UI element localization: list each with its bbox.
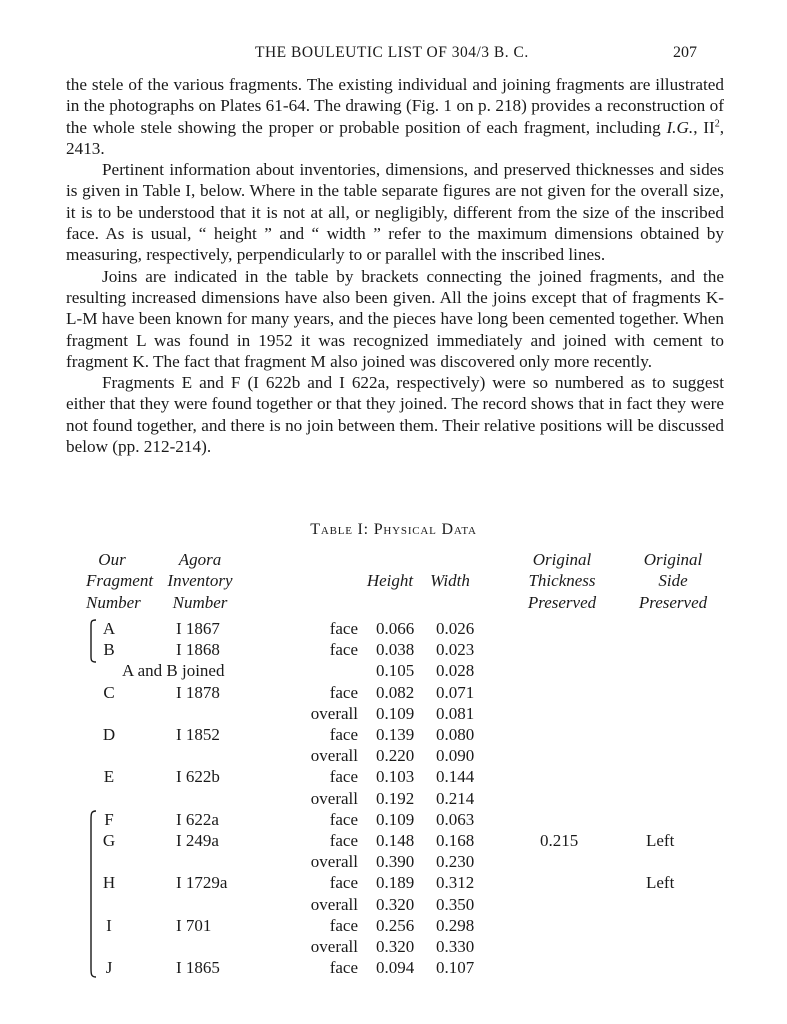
height-value: 0.038 bbox=[376, 640, 415, 660]
header-inventory-line: Inventory bbox=[167, 571, 233, 591]
text-run: , II bbox=[693, 117, 715, 137]
height-value: 0.320 bbox=[376, 937, 415, 956]
measure-type: face bbox=[329, 958, 358, 978]
width-value: 0.028 bbox=[436, 661, 475, 681]
header-height: Height bbox=[366, 571, 414, 590]
body-text bbox=[66, 74, 724, 457]
height-value: 0.390 bbox=[376, 852, 415, 872]
width-value: 0.350 bbox=[436, 894, 475, 914]
measure-type: face bbox=[329, 640, 358, 660]
paragraph bbox=[66, 266, 724, 372]
text-run: the stele of the various fragments. The existing individual and joining fragments are illustrated in the photographs on Plates 61-64. The drawing (Fig. 1 on p. 218) provides a reconstruction of the whole stele showing the proper or probable position of each fragment, including bbox=[66, 75, 724, 137]
text-run: Fragments E and F (I 622b and I 622a, respectively) were so numbered as to suggest either that they were found together or that they joined. The record shows that in fact they were not found together, and there is no join between them. Their relative positions will be discussed below (pp. 212-214). bbox=[66, 373, 724, 457]
fragment-number: E bbox=[103, 767, 115, 787]
measure-type: face bbox=[329, 767, 358, 787]
height-value: 0.220 bbox=[376, 746, 415, 766]
height-value: 0.320 bbox=[376, 894, 415, 914]
inventory-number: I 1852 bbox=[176, 725, 220, 744]
width-value: 0.071 bbox=[436, 682, 475, 702]
width-value: 0.144 bbox=[436, 767, 475, 787]
header-inventory-line: Agora bbox=[178, 550, 222, 569]
fragment-number: H bbox=[102, 873, 116, 893]
measure-type: overall bbox=[310, 746, 358, 766]
inventory-number: I 1729a bbox=[176, 873, 228, 893]
height-value: 0.105 bbox=[376, 661, 415, 681]
measure-type: face bbox=[329, 873, 358, 893]
paragraph bbox=[66, 74, 724, 159]
width-value: 0.080 bbox=[436, 725, 475, 744]
width-value: 0.214 bbox=[436, 788, 475, 808]
paragraph bbox=[66, 159, 724, 265]
fragment-number: I bbox=[106, 915, 112, 935]
height-value: 0.103 bbox=[376, 767, 415, 787]
width-value: 0.168 bbox=[436, 831, 475, 850]
measure-type: overall bbox=[310, 937, 358, 956]
measure-type: face bbox=[329, 682, 358, 702]
width-value: 0.298 bbox=[436, 915, 475, 935]
width-value: 0.026 bbox=[436, 619, 475, 638]
header-side-line: Preserved bbox=[638, 592, 708, 612]
measure-type: face bbox=[329, 831, 358, 850]
header-width: Width bbox=[430, 571, 470, 590]
height-value: 0.066 bbox=[376, 619, 415, 638]
header-fragment bbox=[86, 549, 154, 613]
fragment-number: A bbox=[102, 619, 116, 638]
header-thickness bbox=[513, 549, 611, 613]
width-value: 0.230 bbox=[436, 852, 475, 872]
page-number: 207 bbox=[673, 44, 697, 61]
header-inventory bbox=[158, 549, 242, 613]
height-value: 0.192 bbox=[376, 788, 415, 808]
width-value: 0.330 bbox=[436, 937, 475, 956]
inventory-number: I 1867 bbox=[176, 619, 220, 638]
measure-type: overall bbox=[310, 788, 358, 808]
height-value: 0.109 bbox=[376, 809, 415, 829]
measure-type: face bbox=[329, 619, 358, 638]
measure-type: overall bbox=[310, 852, 358, 872]
inventory-number: I 1868 bbox=[176, 640, 220, 660]
text-run: , 2413. bbox=[66, 117, 724, 158]
inventory-number: I 701 bbox=[176, 915, 212, 935]
header-side-line: Side bbox=[658, 571, 688, 591]
measure-type: overall bbox=[310, 894, 358, 914]
text-run: Joins are indicated in the table by brackets connecting the joined fragments, and the resulting increased dimensions have also been given. All the joins except that of fragments K-L-M have been known for many years, and the pieces have long been cemented together. When fragment L was found in 1952 it was recognized immediately and joined with cement to fragment K. The fact that fragment M also joined was discovered only more recently. bbox=[66, 266, 724, 371]
inventory-number: I 622a bbox=[176, 809, 219, 829]
measure-type: face bbox=[329, 809, 358, 829]
inventory-number: I 1878 bbox=[176, 682, 220, 702]
measure-type: overall bbox=[310, 703, 358, 723]
fragment-number: F bbox=[104, 809, 114, 829]
fragment-number: J bbox=[105, 958, 113, 978]
superscript: 2 bbox=[714, 117, 720, 129]
header-fragment-line: Our bbox=[98, 550, 126, 569]
height-value: 0.256 bbox=[376, 915, 415, 935]
header-fragment-line: Number bbox=[86, 592, 141, 612]
side-value: Left bbox=[646, 873, 675, 893]
header-fragment-line: Fragment bbox=[86, 571, 154, 591]
side-value: Left bbox=[646, 831, 675, 850]
thickness-value: 0.215 bbox=[540, 831, 579, 850]
measure-type: face bbox=[329, 915, 358, 935]
height-value: 0.148 bbox=[376, 831, 415, 850]
italic-text: I.G. bbox=[666, 117, 694, 137]
inventory-number: I 249a bbox=[176, 831, 219, 850]
header-side-line: Original bbox=[643, 550, 703, 569]
running-header bbox=[0, 44, 787, 66]
fragment-number: C bbox=[103, 682, 115, 702]
header-thickness-line: Preserved bbox=[527, 592, 597, 612]
table-title: Table I: Physical Data bbox=[310, 521, 477, 538]
paragraph bbox=[66, 372, 724, 457]
width-value: 0.023 bbox=[436, 640, 475, 660]
width-value: 0.312 bbox=[436, 873, 475, 893]
width-value: 0.107 bbox=[436, 958, 475, 978]
width-value: 0.063 bbox=[436, 809, 475, 829]
header-inventory-line: Number bbox=[172, 592, 228, 612]
height-value: 0.094 bbox=[376, 958, 415, 978]
header-thickness-line: Thickness bbox=[528, 571, 596, 591]
header-thickness-line: Original bbox=[532, 550, 592, 569]
fragment-number: G bbox=[102, 831, 116, 850]
fragment-number: D bbox=[102, 725, 116, 744]
inventory-number: I 1865 bbox=[176, 958, 220, 978]
height-value: 0.189 bbox=[376, 873, 415, 893]
fragment-number: B bbox=[103, 640, 115, 660]
running-title: THE BOULEUTIC LIST OF 304/3 B. C. bbox=[255, 44, 529, 61]
width-value: 0.081 bbox=[436, 703, 475, 723]
measure-type: face bbox=[329, 725, 358, 744]
height-value: 0.139 bbox=[376, 725, 415, 744]
width-value: 0.090 bbox=[436, 746, 475, 766]
height-value: 0.109 bbox=[376, 703, 415, 723]
height-value: 0.082 bbox=[376, 682, 415, 702]
join-label: A and B joined bbox=[122, 661, 225, 681]
text-run: Pertinent information about inventories, dimensions, and preserved thicknesses and sides is given in Table I, below. Where in the table separate figures are not given for the overall size, it is to be understood that it is not at all, or negligibly, different from the size of the inscribed face. As is usual, “ height ” and “ width ” refer to the maximum dimensions obtained by measuring, respectively, perpendicularly to or parallel with the inscribed lines. bbox=[66, 160, 724, 265]
inventory-number: I 622b bbox=[176, 767, 220, 787]
header-side bbox=[625, 549, 721, 613]
